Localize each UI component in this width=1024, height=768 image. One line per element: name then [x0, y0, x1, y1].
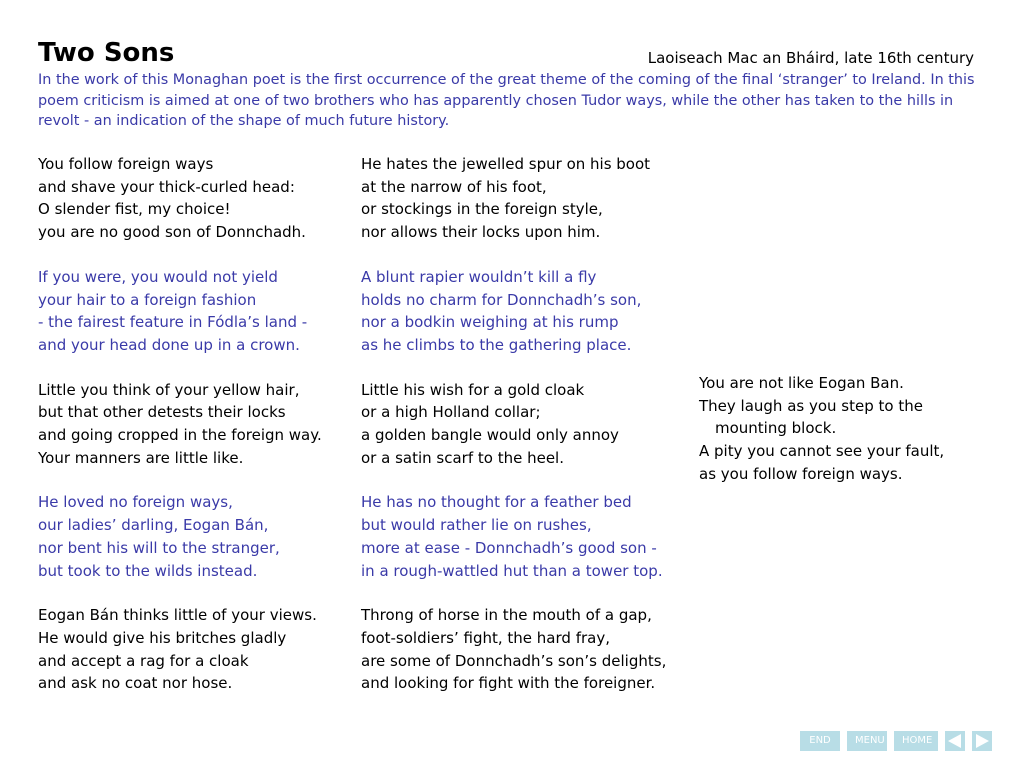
poem-line: or a high Holland collar; [361, 403, 541, 422]
stanza [38, 604, 322, 695]
poem-line: Your manners are little like. [38, 448, 244, 467]
poem-line: are some of Donnchadh’s son’s delights, [361, 651, 667, 670]
poem-line: and ask no coat nor hose. [38, 674, 233, 693]
poem-line: mounting block. [715, 419, 837, 438]
stanza [361, 153, 666, 244]
poem-column-1 [38, 153, 322, 717]
triangle-right-icon [974, 733, 990, 749]
poem-line: You follow foreign ways [38, 155, 214, 173]
end-button[interactable]: END [800, 731, 840, 751]
poem-line: holds no charm for Donnchadh’s son, [361, 290, 642, 309]
stanza [38, 379, 322, 470]
poem-line: and your head done up in a crown. [38, 335, 300, 354]
poem-line: nor a bodkin weighing at his rump [361, 313, 619, 332]
poem-line: You are not like Eogan Ban. [699, 374, 904, 392]
poem-line: at the narrow of his foot, [361, 177, 547, 196]
poem-line: Little his wish for a gold cloak [361, 380, 585, 399]
poem-line: and looking for fight with the foreigner. [361, 674, 656, 693]
poem-line: foot-soldiers’ fight, the hard fray, [361, 628, 610, 647]
stanza [38, 266, 322, 357]
triangle-left-icon [947, 733, 963, 749]
poem-line: as he climbs to the gathering place. [361, 335, 632, 354]
poem-line: They laugh as you step to the [699, 396, 923, 415]
poem-line: nor bent his will to the stranger, [38, 538, 280, 557]
poem-line: If you were, you would not yield [38, 267, 278, 286]
poem-line: in a rough-wattled hut than a tower top. [361, 561, 663, 580]
poem-line: He has no thought for a feather bed [361, 493, 632, 512]
stanza [361, 491, 666, 582]
poem-line: A pity you cannot see your fault, [699, 442, 945, 461]
poem-line: a golden bangle would only annoy [361, 426, 619, 445]
poem-line: or a satin scarf to the heel. [361, 448, 564, 467]
stanza [361, 266, 666, 357]
poem-line: Eogan Bán thinks little of your views. [38, 606, 317, 625]
poem-line: - the fairest feature in Fódla’s land - [38, 313, 308, 332]
poem-line: and shave your thick-curled head: [38, 177, 295, 196]
menu-button[interactable]: MENU [847, 731, 887, 751]
poem-line: as you follow foreign ways. [699, 464, 903, 483]
home-button[interactable]: HOME [894, 731, 938, 751]
next-button[interactable] [972, 731, 992, 751]
stanza [699, 372, 944, 486]
stanza [361, 379, 666, 470]
poem-column-2 [361, 153, 666, 717]
poem-line: or stockings in the foreign style, [361, 200, 603, 219]
navigation-bar [800, 731, 992, 751]
poem-line: He hates the jewelled spur on his boot [361, 155, 651, 173]
poem-column-3 [699, 372, 944, 508]
stanza [38, 153, 322, 244]
poem-line: nor allows their locks upon him. [361, 223, 601, 242]
poem-line: He would give his britches gladly [38, 628, 287, 647]
poem-line: your hair to a foreign fashion [38, 290, 257, 309]
poem-line: Throng of horse in the mouth of a gap, [361, 606, 652, 625]
poem-line: A blunt rapier wouldn’t kill a fly [361, 267, 597, 286]
poem-title: Two Sons [38, 38, 175, 68]
poem-line: but would rather lie on rushes, [361, 516, 592, 535]
previous-button[interactable] [945, 731, 965, 751]
poem-line: you are no good son of Donnchadh. [38, 223, 306, 242]
poem-line: more at ease - Donnchadh’s good son - [361, 538, 657, 557]
stanza [38, 491, 322, 582]
poem-line: and accept a rag for a cloak [38, 651, 249, 670]
stanza [361, 604, 666, 695]
poem-attribution: Laoiseach Mac an Bháird, late 16th century [647, 49, 974, 67]
poem-line: Little you think of your yellow hair, [38, 380, 300, 399]
poem-line: O slender fist, my choice! [38, 200, 231, 219]
poem-line: our ladies’ darling, Eogan Bán, [38, 516, 269, 535]
poem-line: and going cropped in the foreign way. [38, 426, 322, 445]
poem-line: but took to the wilds instead. [38, 561, 258, 580]
poem-line: but that other detests their locks [38, 403, 286, 422]
poem-introduction: In the work of this Monaghan poet is the first occurrence of the great theme of the coming of the final ‘stranger’ to Ireland. In this poem criticism is aimed at one of two brothers who has apparently chosen Tudor ways, while the other has taken to the hills in revolt - an indication of the shape of much future history. [38, 72, 975, 129]
poem-line: He loved no foreign ways, [38, 493, 233, 512]
